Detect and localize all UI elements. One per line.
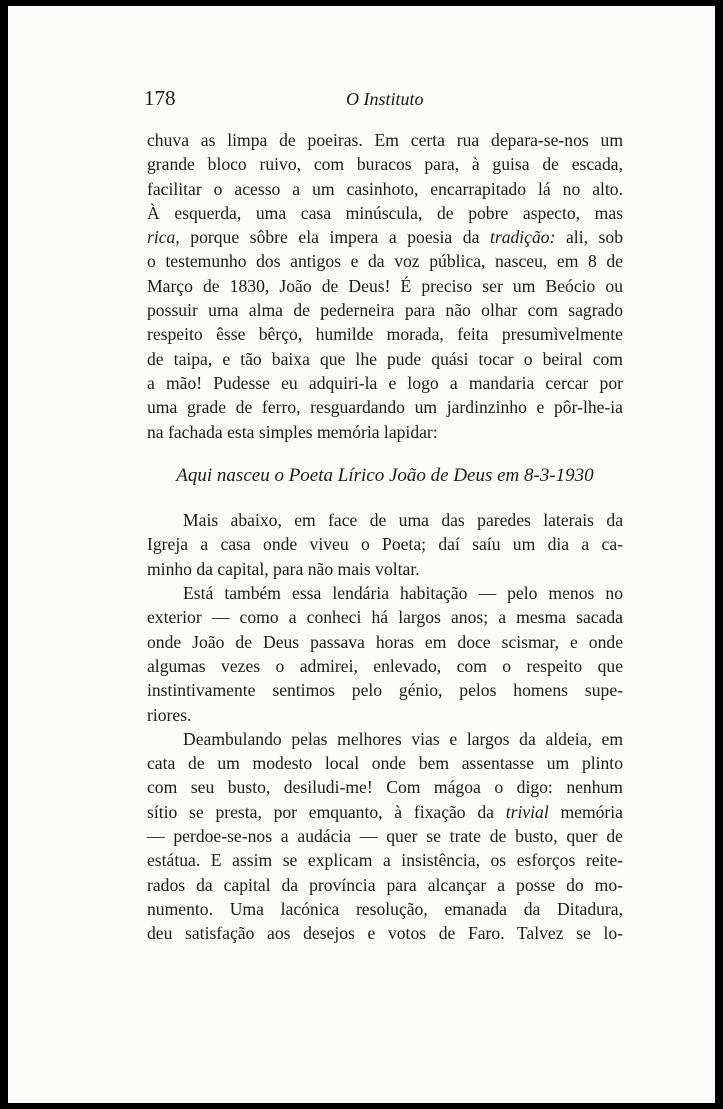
text-line: rados da capital da província para alcançar a posse do mo- [147,874,623,895]
text-line: Deambulando pelas melhores vias e largos da aldeia, em [183,728,623,749]
text-line: instintivamente sentimos pelo génio, pelos homens supe- [147,680,623,701]
text-line [147,800,623,824]
text-line: minho da capital, para não mais voltar. [147,558,420,579]
text-fragment: ali, sob [555,227,623,248]
text-line: grande bloco ruivo, com buracos para, à guisa de escada, [147,154,623,175]
text-line: deu satisfação aos desejos e votos de Faro. Talvez se lo- [147,923,623,944]
text-line: À esquerda, uma casa minúscula, de pobre aspecto, mas [147,202,623,223]
text-line: o testemunho dos antigos e da voz pública, nasceu, em 8 de [147,251,623,272]
text-line: com seu busto, desiludi-me! Com mágoa o digo: nenhum [147,777,623,798]
text-line: facilitar o acesso a um casinhoto, encarrapitado lá no alto. [147,178,623,199]
page-header [144,86,624,116]
paragraph-2 [147,508,623,581]
text-line: respeito êsse bêrço, humilde morada, feita presumìvelmente [147,324,623,345]
text-line: cata de um modesto local onde bem assentasse um plinto [147,753,623,774]
emphasis: rica [147,227,176,248]
text-line: Igreja a casa onde viveu o Poeta; daí saíu um dia a ca- [147,534,623,555]
running-title: O Instituto [346,89,424,109]
text-line: exterior — como a conheci há largos anos; a mesma sacada [147,607,623,628]
emphasis: trivial [505,801,549,822]
text-fragment: memória [548,801,623,822]
text-line: Março de 1830, João de Deus! É preciso ser um Beócio ou [147,275,623,296]
paragraph-3 [147,581,623,727]
emphasis: tradição: [489,227,556,248]
body-text [147,128,623,946]
book-page [8,6,715,1103]
inscription: Aqui nasceu o Poeta Lírico João de Deus em 8-3-1930 [176,464,594,486]
text-line: algumas vezes o admirei, enlevado, com o respeito que [147,655,623,676]
text-line: Mais abaixo, em face de uma das paredes laterais da [183,510,623,531]
text-line [147,225,623,249]
text-line: na fachada esta simples memória lapidar: [147,421,438,442]
text-line: numento. Uma lacónica resolução, emanada da Ditadura, [147,898,623,919]
page-number: 178 [144,86,176,110]
text-line: — perdoe-se-nos a audácia — quer se trate de busto, quer de [147,826,623,847]
text-line: Está também essa lendária habitação — pelo menos no [183,583,623,604]
text-line: de taipa, e tão baixa que lhe pude quási tocar o beiral com [147,348,623,369]
paragraph-1 [147,128,623,444]
text-line: chuva as limpa de poeiras. Em certa rua depara-se-nos um [147,130,623,150]
paragraph-4 [147,727,623,946]
text-line: onde João de Deus passava horas em doce scismar, e onde [147,631,623,652]
text-fragment: , porque sôbre ela impera a poesia da [175,227,490,248]
text-line: uma grade de ferro, resguardando um jardinzinho e pôr-lhe-ia [147,397,623,418]
text-line: a mão! Pudesse eu adquiri-la e logo a mandaria cercar por [147,372,623,393]
text-fragment: sítio se presta, por emquanto, à fixação da [147,801,506,822]
text-line: possuir uma alma de pederneira para não olhar com sagrado [147,300,623,321]
text-line: estátua. E assim se explicam a insistência, os esforços reite- [147,850,623,871]
text-line: riores. [147,704,192,725]
